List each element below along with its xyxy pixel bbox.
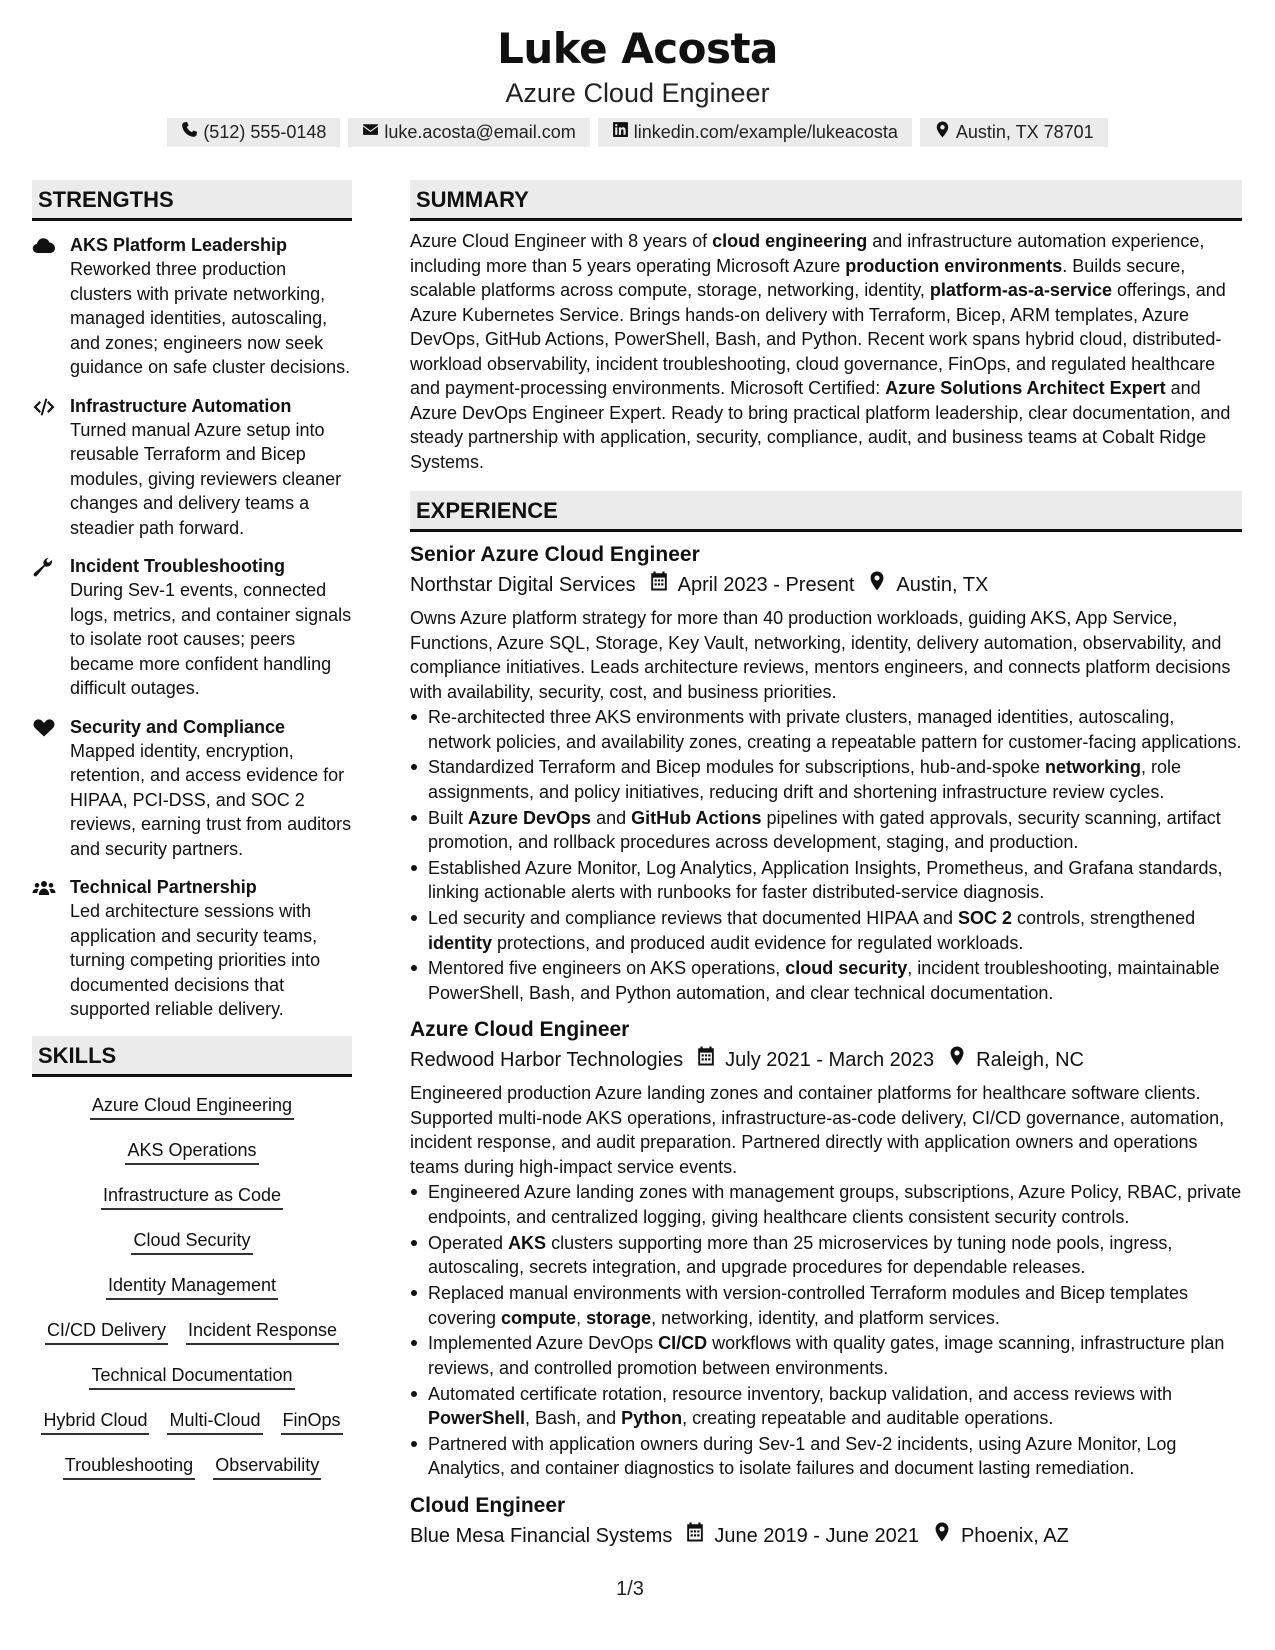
linkedin-text: linkedin.com/example/lukeacosta [633,122,898,142]
bold-keyword: compute [501,1307,577,1328]
strength-title: Technical Partnership [70,877,257,897]
skill-tag: Identity Management [106,1273,278,1300]
job-location: Phoenix, AZ [960,1524,1069,1547]
location-pin-icon [948,1045,966,1075]
bold-keyword: identity [428,932,493,953]
skill-tag: Troubleshooting [63,1453,195,1480]
bold-keyword: platform-as-a-service [929,280,1112,300]
bold-keyword: storage [586,1307,652,1328]
location-pin-icon [933,1521,951,1551]
linkedin-icon [612,118,629,147]
strength-item [32,715,352,862]
contact-bar [0,118,1275,147]
candidate-name: Luke Acosta [497,24,778,73]
bold-keyword: SOC 2 [957,908,1012,929]
bold-keyword: production environments [845,255,1063,276]
strength-item [32,875,352,1022]
skill-tag: Infrastructure as Code [101,1183,283,1210]
company-name: Redwood Harbor Technologies [410,1049,684,1072]
skill-tag: Technical Documentation [89,1363,294,1390]
candidate-title: Azure Cloud Engineer [505,78,770,108]
strength-desc: Mapped identity, encryption, retention, and access evidence for HIPAA, PCI-DSS, and SOC 2 reviews, earning trust from auditors and security partners. [70,740,352,859]
calendar-icon [650,570,668,600]
strength-title: Incident Troubleshooting [70,556,285,576]
strength-title: Infrastructure Automation [70,395,292,416]
skills-heading: SKILLS [32,1036,352,1077]
resume-header [0,22,1275,147]
skill-tag: Azure Cloud Engineering [90,1093,294,1120]
job-meta [410,1045,1242,1075]
envelope-icon [362,118,379,147]
skill-tag: FinOps [281,1408,343,1435]
bold-keyword: Azure Solutions Architect Expert [885,378,1166,398]
skill-tag: AKS Operations [125,1138,258,1165]
bold-keyword: Python [621,1408,683,1429]
skill-tag: Cloud Security [131,1228,252,1255]
job-bullet: Mentored five engineers on AKS operations, cloud security, incident troubleshooting, maintainable PowerShell, Bash, and Python automation, and clear technical documentation. [410,956,1242,1005]
job-bullets [410,705,1242,1005]
strength-desc: Led architecture sessions with application and security teams, turning competing priorities into documented decisions that supported reliable delivery. [70,901,321,1019]
job-bullets [410,1180,1242,1480]
job-bullet: Implemented Azure DevOps CI/CD workflows with quality gates, image scanning, infrastructure plan reviews, and controlled promotion between environments. [410,1331,1242,1380]
bold-keyword: cloud engineering [712,231,868,251]
heart-icon [32,718,56,738]
skill-tag: Observability [213,1453,321,1480]
job-location: Austin, TX [896,574,989,596]
job-bullet: Engineered Azure landing zones with management groups, subscriptions, Azure Policy, RBAC, private endpoints, and centralized logging, giving healthcare clients consistent security controls. [410,1180,1242,1229]
job-bullet: Automated certificate rotation, resource inventory, backup validation, and access reviews with PowerShell, Bash, and Python, creating repeatable and auditable operations. [410,1382,1242,1431]
job-entry [410,1491,1242,1551]
strengths-heading: STRENGTHS [32,180,352,221]
cloud-icon [32,236,56,256]
job-bullet: Built Azure DevOps and GitHub Actions pipelines with gated approvals, security scanning, artifact promotion, and rollback procedures across development, staging, and production. [410,806,1242,855]
strength-desc: During Sev-1 events, connected logs, metrics, and container signals to isolate root causes; peers became more confident handling difficult outages. [70,580,352,698]
job-description: Owns Azure platform strategy for more than 40 production workloads, guiding AKS, App Service, Functions, Azure SQL, Storage, Key Vault, networking, identity, delivery automation, observability, and compliance initiatives. Leads architecture reviews, mentors engineers, and connects platform decisions with availability, security, cost, and business priorities. [410,608,1231,702]
strength-title: AKS Platform Leadership [70,235,288,255]
phone-text: (512) 555-0148 [203,122,327,142]
job-title: Azure Cloud Engineer [410,1018,630,1042]
contact-phone[interactable] [167,118,340,147]
bold-keyword: CI/CD [658,1333,708,1354]
strength-item [32,554,352,701]
contact-linkedin[interactable] [598,118,912,147]
strength-title: Security and Compliance [70,716,286,737]
job-dates: June 2019 - June 2021 [714,1524,919,1547]
job-title: Senior Azure Cloud Engineer [410,543,700,566]
job-bullet: Standardized Terraform and Bicep modules for subscriptions, hub-and-spoke networking, role assignments, and policy initiatives, reducing drift and shortening infrastructure review cycles. [410,755,1242,804]
job-meta [410,1521,1242,1551]
job-dates: April 2023 - Present [677,574,855,596]
job-bullet: Re-architected three AKS environments with private clusters, managed identities, autoscaling, network policies, and availability zones, creating a repeatable pattern for customer-facing applications. [410,705,1242,754]
job-bullet: Partnered with application owners during Sev-1 and Sev-2 incidents, using Azure Monitor, Log Analytics, and container diagnostics to isolate failures and document lasting remediation. [410,1432,1242,1481]
skills-list [32,1093,352,1498]
job-entry [410,1015,1242,1480]
contact-location [920,118,1108,147]
bold-keyword: cloud security [785,958,908,979]
code-icon [32,397,56,417]
location-pin-icon [934,118,951,147]
company-name: Northstar Digital Services [410,574,636,596]
strength-desc: Turned manual Azure setup into reusable Terraform and Bicep modules, giving reviewers cleaner changes and delivery teams a steadier path forward. [70,419,342,538]
company-name: Blue Mesa Financial Systems [410,1524,673,1547]
summary-heading: SUMMARY [410,180,1242,221]
strengths-list [32,233,352,1022]
job-title: Cloud Engineer [410,1493,566,1517]
bold-keyword: AKS [508,1232,547,1253]
strength-desc: Reworked three production clusters with private networking, managed identities, autoscaling, and zones; engineers now seek guidance on safe cluster decisions. [70,259,351,377]
strength-item [32,394,352,541]
job-bullet: Established Azure Monitor, Log Analytics, Application Insights, Prometheus, and Grafana standards, linking actionable alerts with runbooks for faster distributed-service diagnosis. [410,856,1242,905]
skill-tag: Hybrid Cloud [41,1408,149,1435]
wrench-icon [32,557,56,577]
contact-email[interactable] [348,118,589,147]
experience-heading: EXPERIENCE [410,491,1242,532]
page-number: 1/3 [616,1578,644,1600]
calendar-icon [686,1521,704,1551]
right-column [410,180,1242,1551]
bold-keyword: GitHub Actions [631,807,762,828]
phone-icon [181,118,198,147]
job-bullet: Operated AKS clusters supporting more than 25 microservices by tuning node pools, ingress, autoscaling, secrets integration, and upgrade procedures for dependable releases. [410,1231,1242,1280]
job-bullet: Led security and compliance reviews that documented HIPAA and SOC 2 controls, strengthened identity protections, and produced audit evidence for regulated workloads. [410,906,1242,955]
job-meta [410,570,1242,600]
summary-text: Azure Cloud Engineer with 8 years of cloud engineering and infrastructure automation experience, including more than 5 years operating Microsoft Azure production environments. Builds secure, scalable platforms across compute, storage, networking, identity, platform-as-a-service offerings, and Azure Kubernetes Service. Brings hands-on delivery with Terraform, Bicep, ARM templates, Azure DevOps, GitHub Actions, PowerShell, Bash, and Python. Recent work spans hybrid cloud, distributed-workload observability, incident troubleshooting, cloud governance, FinOps, and regulated healthcare and payment-processing environments. Microsoft Certified: Azure Solutions Architect Expert and Azure DevOps Engineer Expert. Ready to bring practical platform leadership, clear documentation, and steady partnership with application, security, compliance, audit, and business teams at Cobalt Ridge Systems. [410,231,1231,472]
skill-tag: Incident Response [186,1318,339,1345]
left-column [32,180,352,1498]
email-text: luke.acosta@email.com [384,122,576,142]
bold-keyword: Azure DevOps [468,807,592,828]
calendar-icon [697,1045,715,1075]
job-dates: July 2021 - March 2023 [725,1049,935,1072]
bold-keyword: networking [1045,757,1142,778]
strength-item [32,233,352,380]
job-bullet: Replaced manual environments with version-controlled Terraform modules and Bicep templates covering compute, storage, networking, identity, and platform services. [410,1281,1242,1330]
location-text: Austin, TX 78701 [955,122,1094,142]
job-description: Engineered production Azure landing zones and container platforms for healthcare software clients. Supported multi-node AKS operations, infrastructure-as-code delivery, CI/CD governance, automation, incident response, and audit preparation. Partnered directly with application owners and operations teams during high-impact service events. [410,1083,1225,1177]
skill-tag: Multi-Cloud [167,1408,262,1435]
location-pin-icon [868,570,886,600]
skill-tag: CI/CD Delivery [45,1318,168,1345]
bold-keyword: PowerShell [428,1408,526,1429]
users-icon [32,878,56,898]
job-location: Raleigh, NC [976,1049,1084,1072]
job-entry [410,540,1242,1005]
